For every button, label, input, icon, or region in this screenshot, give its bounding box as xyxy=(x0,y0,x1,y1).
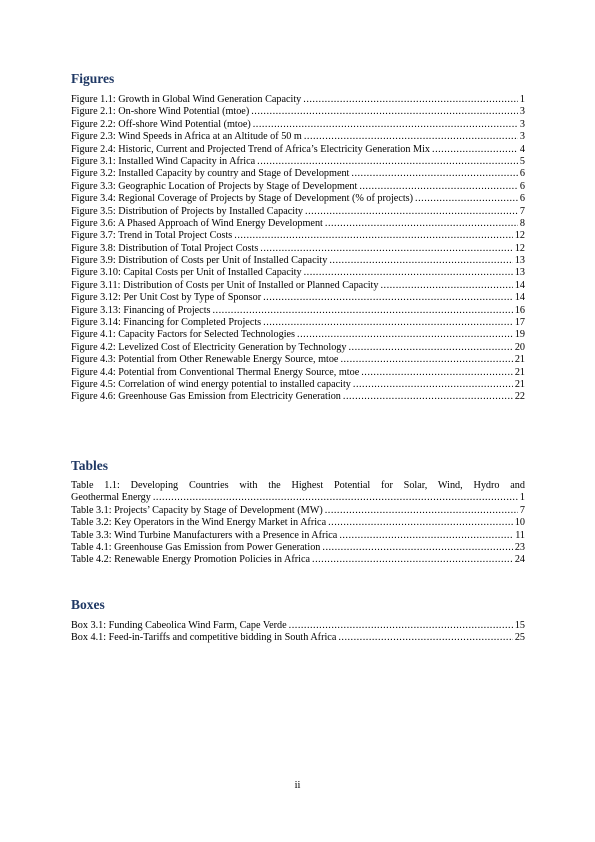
boxes-heading: Boxes xyxy=(71,597,105,612)
tables-list xyxy=(71,480,525,567)
toc-entry-page: 23 xyxy=(514,541,525,553)
toc-entry-figure xyxy=(71,193,525,205)
toc-entry-figure xyxy=(71,255,525,267)
toc-entry-page: 21 xyxy=(514,378,525,390)
toc-entry-table-1-1 xyxy=(71,480,525,505)
toc-entry-page: 1 xyxy=(519,94,525,105)
toc-leader-dots xyxy=(349,342,513,354)
toc-leader-dots xyxy=(415,193,518,205)
toc-entry-figure xyxy=(71,144,525,156)
toc-entry-page: 25 xyxy=(514,632,525,644)
toc-entry-label: Table 3.1: Projects’ Capacity by Stage of Development (MW) xyxy=(71,504,323,516)
toc-entry-figure xyxy=(71,342,525,354)
toc-entry-table xyxy=(71,542,525,554)
toc-entry-page: 21 xyxy=(514,354,525,366)
toc-entry-page: 4 xyxy=(519,143,525,155)
toc-entry-page: 11 xyxy=(515,529,525,541)
toc-entry-figure xyxy=(71,305,525,317)
toc-leader-dots xyxy=(329,255,512,267)
toc-entry-page: 6 xyxy=(519,193,525,205)
toc-entry-label: Figure 3.4: Regional Coverage of Projects by Stage of Development (% of projects) xyxy=(71,193,414,205)
toc-entry-label: Table 3.2: Key Operators in the Wind Energy Market in Africa xyxy=(71,517,327,529)
toc-leader-dots xyxy=(213,305,513,317)
toc-leader-dots xyxy=(432,144,518,156)
toc-entry-figure xyxy=(71,317,525,329)
toc-entry-table xyxy=(71,505,525,517)
toc-entry-page: 12 xyxy=(514,242,525,254)
toc-entry-figure xyxy=(71,156,525,168)
toc-leader-dots xyxy=(263,317,513,329)
toc-entry-figure xyxy=(71,354,525,366)
toc-entry-figure xyxy=(71,206,525,218)
toc-leader-dots xyxy=(361,367,513,379)
toc-entry-label: Box 4.1: Feed-in-Tariffs and competitive bidding in South Africa xyxy=(71,632,337,644)
toc-entry-label: Figure 4.3: Potential from Other Renewable Energy Source, mtoe xyxy=(71,354,339,366)
toc-leader-dots xyxy=(328,517,513,529)
toc-entry-box xyxy=(71,620,525,632)
toc-entry-label: Figure 3.10: Capital Costs per Unit of Installed Capacity xyxy=(71,267,302,279)
toc-entry-label: Figure 2.3: Wind Speeds in Africa at an Altitude of 50 m xyxy=(71,131,302,143)
toc-entry-page: 19 xyxy=(514,329,525,341)
toc-leader-dots xyxy=(325,218,518,230)
toc-entry-label: Figure 3.9: Distribution of Costs per Unit of Installed Capacity xyxy=(71,255,328,267)
toc-entry-label: Figure 3.11: Distribution of Costs per Unit of Installed or Planned Capacity xyxy=(71,279,379,291)
toc-entry-page: 1 xyxy=(519,492,525,504)
toc-entry-page: 3 xyxy=(519,131,525,143)
toc-entry-figure xyxy=(71,119,525,131)
toc-entry-page: 3 xyxy=(519,106,525,118)
toc-entry-page: 15 xyxy=(514,620,525,631)
toc-entry-label: Figure 2.1: On-shore Wind Potential (mtoe) xyxy=(71,106,250,118)
toc-leader-dots xyxy=(304,131,518,143)
toc-leader-dots xyxy=(303,94,518,106)
toc-leader-dots xyxy=(322,542,512,554)
toc-entry-page: 13 xyxy=(514,255,525,267)
toc-entry-label: Figure 3.2: Installed Capacity by country and Stage of Development xyxy=(71,168,350,180)
toc-entry-table xyxy=(71,517,525,529)
toc-entry-label: Figure 3.8: Distribution of Total Project Costs xyxy=(71,242,259,254)
toc-entry-figure xyxy=(71,267,525,279)
toc-entry-table xyxy=(71,530,525,542)
toc-entry-label: Figure 3.13: Financing of Projects xyxy=(71,304,211,316)
toc-leader-dots xyxy=(263,292,513,304)
boxes-list xyxy=(71,620,525,645)
toc-entry-label: Table 4.2: Renewable Energy Promotion Policies in Africa xyxy=(71,554,311,566)
toc-leader-dots xyxy=(297,329,513,341)
toc-entry-figure xyxy=(71,218,525,230)
toc-entry-label: Figure 3.7: Trend in Total Project Costs xyxy=(71,230,233,242)
toc-leader-dots xyxy=(325,505,518,517)
toc-entry-label: Figure 2.4: Historic, Current and Projected Trend of Africa’s Electricity Generation Mix xyxy=(71,143,431,155)
toc-entry-page: 14 xyxy=(514,292,525,304)
toc-entry-label: Figure 1.1: Growth in Global Wind Generation Capacity xyxy=(71,94,302,105)
toc-entry-label: Figure 4.1: Capacity Factors for Selected Technologies xyxy=(71,329,296,341)
toc-entry-figure xyxy=(71,106,525,118)
toc-entry-page: 3 xyxy=(519,118,525,130)
toc-entry-page: 12 xyxy=(514,230,525,242)
toc-entry-page: 8 xyxy=(519,217,525,229)
toc-entry-figure xyxy=(71,168,525,180)
toc-entry-page: 17 xyxy=(514,317,525,329)
toc-entry-page: 7 xyxy=(519,205,525,217)
toc-entry-figure xyxy=(71,230,525,242)
toc-entry-label: Figure 4.4: Potential from Conventional Thermal Energy Source, mtoe xyxy=(71,366,360,378)
tables-heading: Tables xyxy=(71,458,109,473)
toc-leader-dots xyxy=(338,632,512,644)
toc-entry-label: Figure 3.14: Financing for Completed Projects xyxy=(71,317,262,329)
toc-entry-label-line2: Geothermal Energy xyxy=(71,492,151,504)
toc-leader-dots xyxy=(304,267,513,279)
toc-entry-page: 10 xyxy=(514,517,525,529)
toc-entry-label: Figure 4.6: Greenhouse Gas Emission from Electricity Generation xyxy=(71,391,341,403)
toc-entry-page: 13 xyxy=(514,267,525,279)
toc-entry-table xyxy=(71,554,525,566)
toc-entry-label: Figure 3.6: A Phased Approach of Wind Energy Development xyxy=(71,217,323,229)
toc-leader-dots xyxy=(343,391,513,403)
toc-leader-dots xyxy=(234,230,513,242)
toc-entry-label: Figure 3.3: Geographic Location of Projects by Stage of Development xyxy=(71,180,358,192)
toc-leader-dots xyxy=(289,620,513,632)
toc-entry-figure xyxy=(71,131,525,143)
toc-entry-page: 7 xyxy=(519,504,525,516)
toc-entry-figure xyxy=(71,379,525,391)
page-number: ii xyxy=(294,780,301,791)
toc-entry-figure xyxy=(71,243,525,255)
toc-leader-dots xyxy=(257,156,518,168)
toc-entry-label: Table 4.1: Greenhouse Gas Emission from Power Generation xyxy=(71,541,321,553)
toc-leader-dots xyxy=(339,530,513,542)
toc-leader-dots xyxy=(380,280,512,292)
toc-leader-dots xyxy=(253,119,518,131)
toc-entry-page: 21 xyxy=(514,366,525,378)
toc-leader-dots xyxy=(153,492,518,504)
toc-entry-label: Figure 3.5: Distribution of Projects by Installed Capacity xyxy=(71,205,304,217)
figures-list xyxy=(71,94,525,404)
toc-leader-dots xyxy=(353,379,513,391)
toc-entry-label: Figure 4.2: Levelized Cost of Electricity Generation by Technology xyxy=(71,341,347,353)
toc-entry-page: 5 xyxy=(519,155,525,167)
toc-leader-dots xyxy=(260,243,513,255)
toc-entry-label-line1: Table 1.1: Developing Countries with the Highest Potential for Solar, Wind, Hydro and xyxy=(71,480,525,491)
toc-entry-page: 20 xyxy=(514,341,525,353)
toc-entry-label: Figure 3.1: Installed Wind Capacity in Africa xyxy=(71,155,256,167)
toc-entry-label: Box 3.1: Funding Cabeolica Wind Farm, Cape Verde xyxy=(71,620,287,631)
toc-entry-page: 14 xyxy=(514,279,525,291)
toc-entry-figure xyxy=(71,391,525,403)
toc-leader-dots xyxy=(359,181,518,193)
toc-leader-dots xyxy=(305,206,518,218)
toc-entry-label: Figure 4.5: Correlation of wind energy potential to installed capacity xyxy=(71,378,351,390)
toc-entry-figure xyxy=(71,367,525,379)
toc-entry-figure xyxy=(71,94,525,106)
toc-leader-dots xyxy=(251,106,518,118)
toc-entry-page: 6 xyxy=(519,168,525,180)
toc-entry-figure xyxy=(71,329,525,341)
toc-entry-box xyxy=(71,632,525,644)
toc-entry-page: 16 xyxy=(514,304,525,316)
toc-leader-dots xyxy=(351,168,518,180)
toc-entry-figure xyxy=(71,280,525,292)
toc-entry-label: Table 3.3: Wind Turbine Manufacturers with a Presence in Africa xyxy=(71,529,338,541)
toc-entry-page: 22 xyxy=(514,391,525,403)
toc-entry-figure xyxy=(71,181,525,193)
toc-entry-figure xyxy=(71,292,525,304)
toc-entry-label: Figure 3.12: Per Unit Cost by Type of Sponsor xyxy=(71,292,262,304)
toc-leader-dots xyxy=(340,354,512,366)
toc-entry-page: 24 xyxy=(514,554,525,566)
figures-heading: Figures xyxy=(71,71,115,86)
toc-leader-dots xyxy=(312,554,513,566)
toc-entry-label: Figure 2.2: Off-shore Wind Potential (mtoe) xyxy=(71,118,251,130)
toc-entry-page: 6 xyxy=(519,180,525,192)
